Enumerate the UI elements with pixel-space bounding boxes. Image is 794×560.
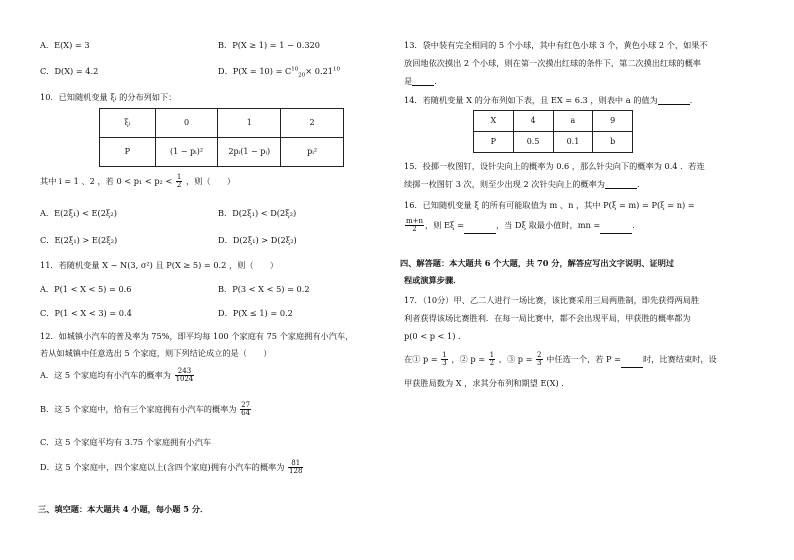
fraction-denominator: 128 bbox=[289, 467, 303, 476]
q17-fraction-2 bbox=[489, 352, 495, 368]
q11-stem: 11．若随机变量 X ~ N(3, σ²) 且 P(X ≥ 5) = 0.2 ，则（ ） bbox=[40, 260, 279, 270]
q13-line3-text: 是 bbox=[404, 76, 413, 86]
q17-line2: 利者获得该场比赛胜利．在每一局比赛中，都不会出现平局，甲获胜的概率都为 bbox=[404, 313, 691, 323]
q10-option-c: C．E(2ξ₁) > E(2ξ₂) bbox=[40, 235, 118, 245]
q10-condition bbox=[40, 174, 235, 190]
fraction-denominator: 1024 bbox=[175, 375, 194, 384]
q17-line1: 17．（10分）甲、乙二人进行一场比赛，该比赛采用三局两胜制，即先获得两局胜 bbox=[404, 295, 700, 305]
q17-text-d: 中任选一个，若 P = bbox=[546, 353, 622, 364]
q12-option-c: C．这 5 个家庭平均有 3.75 个家庭拥有小汽车 bbox=[40, 437, 212, 447]
q14-cell: b bbox=[593, 132, 633, 153]
q14-cell: a bbox=[553, 111, 593, 132]
q10-cell: pᵢ² bbox=[281, 138, 344, 167]
q16-answer-blank-1[interactable] bbox=[464, 225, 496, 234]
fraction-numerator: 243 bbox=[175, 368, 195, 376]
q12-option-b-text: B．这 5 个家庭中，恰有三个家庭拥有小汽车的概率为 bbox=[40, 403, 237, 414]
q10-cell: 2pᵢ(1 − pᵢ) bbox=[218, 138, 281, 167]
q11-option-c: C．P(1 < X < 3) = 0.4 bbox=[40, 308, 132, 318]
q9-option-b-text: B．P(X ≥ 1) = 1 − 0.32 bbox=[218, 40, 315, 50]
q15-answer-blank[interactable] bbox=[605, 180, 637, 189]
q10-option-a: A．E(2ξ₁) < E(2ξ₂) bbox=[40, 208, 117, 218]
q9-option-a: A．E(X) = 3 bbox=[40, 40, 90, 50]
fraction-denominator: 2 bbox=[489, 359, 495, 368]
section-3-heading: 三、填空题：本大题共 4 小题，每小题 5 分． bbox=[38, 504, 209, 514]
q14-cell: 4 bbox=[513, 111, 553, 132]
q13-line3: 是 ． bbox=[404, 76, 443, 86]
q11-option-b: B．P(3 < X < 5) = 0.2 bbox=[218, 284, 310, 294]
q12-stem-line1: 12．如城镇小汽车的普及率为 75%，即平均每 100 个家庭有 75 个家庭拥有小汽车， bbox=[40, 331, 354, 341]
q17-answer-blank[interactable] bbox=[621, 359, 643, 368]
q12-option-d-text: D．这 5 个家庭中，四个家庭以上(含四个家庭)拥有小汽车的概率为 bbox=[40, 461, 285, 472]
fraction-denominator: 3 bbox=[442, 359, 447, 368]
q12-stem-line2: 若从如城镇中任意选出 5 个家庭，则下列结论成立的是（ ） bbox=[40, 348, 272, 358]
q16-answer-blank-2[interactable] bbox=[600, 225, 632, 234]
q12-option-b bbox=[40, 402, 252, 418]
q14-distribution-table bbox=[473, 110, 633, 153]
q10-fraction bbox=[176, 174, 182, 190]
q10-stem: 10．已知随机变量 ξᵢ 的分布列如下： bbox=[40, 92, 177, 102]
section-4-heading-line1: 四、解答题：本大题共 6 个大题，共 70 分，解答应写出文字说明、证明过 bbox=[400, 258, 675, 268]
q16-line1: 16．已知随机变量 ξ 的所有可能取值为 m 、n ，其中 P(ξ = m) = P(ξ = n) = bbox=[404, 200, 695, 210]
fraction-denominator: 2 bbox=[176, 181, 182, 190]
q9-option-d-sup2: 10 bbox=[333, 66, 340, 73]
q10-condition-text: 其中 i = 1 、2 ，若 0 < p₁ < p₂ < bbox=[40, 175, 173, 186]
q17-line5: 甲获胜局数为 X ，求其分布列和期望 E(X) . bbox=[404, 378, 564, 388]
q10-cell: 0 bbox=[155, 109, 218, 138]
q9-option-d-text2: × 0.21 bbox=[305, 66, 333, 76]
fraction-denominator: 64 bbox=[241, 409, 251, 418]
q12-option-d bbox=[40, 460, 304, 476]
q17-text-c: ，③ p = bbox=[498, 353, 533, 364]
q10-cell: 2 bbox=[281, 109, 344, 138]
q15-line2-text: 续掷一枚图钉 3 次，则至少出现 2 次针尖向上的概率为 bbox=[404, 179, 605, 189]
q12-option-a bbox=[40, 368, 195, 384]
q15-line1: 15．投掷一枚图钉，设针尖向上的概率为 0.6 ，那么针尖向下的概率为 0.4 ．若连 bbox=[404, 161, 705, 171]
q9-option-d-text: D．P(X = 10) = C bbox=[218, 66, 292, 76]
q14-stem: 14．若随机变量 X 的分布列如下表，且 EX = 6.3 ，则表中 a 的值为 ． bbox=[404, 95, 698, 105]
q13-line1: 13．袋中装有完全相同的 5 个小球，其中有红色小球 3 个，黄色小球 2 个，如果不 bbox=[404, 40, 708, 50]
q16-line2: $\frac{m+n}{2}$ ，则 Eξ = ，当 Dξ 取最小值时，mn = ． bbox=[406, 217, 641, 234]
q16-text-b: ，当 Dξ 取最小值时，mn = bbox=[495, 219, 601, 230]
q11-option-d: D．P(X ≤ 1) = 0.2 bbox=[218, 308, 293, 318]
q14-cell: 0.5 bbox=[513, 132, 553, 153]
q9-option-d-sub: 20 bbox=[298, 72, 306, 79]
q9-option-b bbox=[218, 40, 320, 50]
q13-answer-blank[interactable] bbox=[412, 77, 434, 86]
q16-text-a: ，则 Eξ = bbox=[425, 219, 464, 230]
fraction-numerator: 1 bbox=[489, 351, 495, 359]
q10-cell: (1 − pᵢ)² bbox=[155, 138, 218, 167]
q17-line4 bbox=[404, 352, 717, 368]
q14-cell: X bbox=[474, 111, 514, 132]
q12-option-b-fraction bbox=[240, 402, 251, 418]
q10-cell: ξᵢ bbox=[100, 109, 156, 138]
q10-option-d: D．D(2ξ₁) > D(2ξ₂) bbox=[218, 235, 297, 245]
q17-text-e: 时，比赛结束时，设 bbox=[643, 353, 717, 364]
section-4-heading-line2: 程或演算步骤． bbox=[404, 275, 462, 285]
q14-cell: 9 bbox=[593, 111, 633, 132]
q17-text-a: 在① p = bbox=[404, 353, 438, 364]
fraction-denominator: 3 bbox=[537, 359, 542, 368]
fraction-numerator: 2 bbox=[537, 351, 542, 359]
q10-cell: P bbox=[100, 138, 156, 167]
q10-option-b: B．D(2ξ₁) < D(2ξ₂) bbox=[218, 208, 297, 218]
fraction-numerator: 81 bbox=[288, 460, 303, 468]
fraction-numerator: 27 bbox=[241, 401, 251, 409]
q14-answer-blank[interactable] bbox=[658, 96, 690, 105]
q9-option-d-sup: 10 bbox=[291, 66, 299, 73]
q10-condition-tail: ，则（ ） bbox=[186, 175, 236, 186]
q17-text-b: ，② p = bbox=[451, 353, 486, 364]
q9-option-c: C．D(X) = 4.2 bbox=[40, 66, 99, 76]
q13-line2: 放回地依次摸出 2 个小球，则在第一次摸出红球的条件下，第二次摸出红球的概率 bbox=[404, 58, 701, 68]
q14-cell: 0.1 bbox=[553, 132, 593, 153]
q12-option-a-fraction bbox=[175, 368, 195, 384]
q11-option-a: A．P(1 < X < 5) = 0.6 bbox=[40, 284, 132, 294]
q17-line3: p(0 < p < 1) ． bbox=[404, 331, 467, 341]
q10-distribution-table bbox=[99, 108, 344, 167]
q12-option-a-text: A．这 5 个家庭均有小汽车的概率为 bbox=[40, 369, 171, 380]
q14-cell: P bbox=[474, 132, 514, 153]
q15-line2: 续掷一枚图钉 3 次，则至少出现 2 次针尖向上的概率为 ． bbox=[404, 179, 646, 189]
q17-fraction-1 bbox=[441, 352, 447, 368]
q17-fraction-3 bbox=[536, 352, 542, 368]
fraction-numerator: m+n bbox=[406, 217, 424, 225]
fraction-numerator: 1 bbox=[176, 173, 182, 181]
q12-option-d-fraction bbox=[288, 460, 303, 476]
fraction-numerator: 1 bbox=[442, 351, 447, 359]
q16-fraction bbox=[405, 218, 424, 234]
q10-cell: 1 bbox=[218, 109, 281, 138]
q14-stem-text: 14．若随机变量 X 的分布列如下表，且 EX = 6.3 ，则表中 a 的值为 bbox=[404, 95, 658, 105]
q9-option-b-tail: 0 bbox=[314, 40, 320, 50]
fraction-denominator: 2 bbox=[412, 225, 417, 234]
q9-option-d bbox=[218, 66, 340, 80]
